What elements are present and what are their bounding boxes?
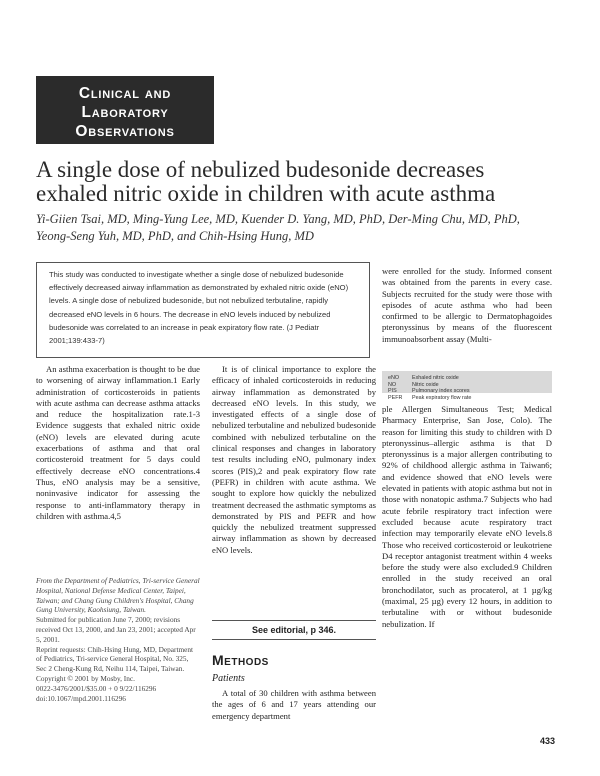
title-line: A single dose of nebulized budesonide decreases (36, 157, 485, 182)
section-label-line: Observations (75, 123, 175, 140)
abstract-box (36, 262, 370, 358)
doi-text: doi:10.1067/mpd.2001.116296 (36, 693, 126, 703)
col3-bottom-paragraph: ple Allergen Simultaneous Test; Medical Pharmacy Enterprise, San Jose, Colo). The reason for limiting this study to children with D pteronyssinus–allergic asthma is that D pteronyssinus is a major allergen contributing to 92% of childhood allergic asthma in Taiwan6; and evidence showed that eNO levels were elevated in patients with atopic asthma but not in those with nonatopic asthma.7 Subjects who had acute febrile respiratory tract infection were excluded because acute respiratory tract infection may temporarily elevate eNO levels.8 Those who received corticosteroid or leukotriene D4 receptor antagonist treatment within 4 weeks before the study were also excluded.9 Children enrolled in the study received an oral bronchodilator, such as procaterol, at 1 µg/kg (maximal, 25 µg) every 12 hours, in addition to terbutaline with or without budesonide nebulization. If (382, 404, 552, 629)
patients-heading: Patients (212, 673, 245, 684)
abbreviation-value: Exhaled nitric oxide (412, 375, 459, 381)
affiliation-text: From the Department of Pediatrics, Tri-service General Hospital, National Defense Medical Center, Taipei, Taiwan; and Chang Gung Children's Hospital, Chang Gung University, Kaohsiung, Taiwan. (36, 576, 200, 615)
methods-body (212, 688, 376, 722)
article-title (36, 158, 576, 206)
title-line: exhaled nitric oxide in children with acute asthma (36, 181, 496, 206)
section-label-box (36, 76, 214, 144)
reprint-text: Reprint requests: Chih-Hsing Hung, MD, Department of Pediatrics, Tri-service General Hospital, No. 325, Sec 2 Cheng-Kung Rd, Neihu 114, Taipei, Taiwan. (36, 644, 194, 674)
methods-paragraph: A total of 30 children with asthma between the ages of 6 and 17 years attending our emergency department (212, 688, 376, 721)
abbreviation-key: NO (388, 381, 397, 388)
section-label-line: Laboratory (81, 104, 169, 121)
submitted-text: Submitted for publication June 7, 2000; revisions received Oct 13, 2000, and Jan 23, 2001; accepted Apr 5, 2001. (36, 615, 196, 644)
objective-paragraph: It is of clinical importance to explore the efficacy of inhaled corticosteroids in reducing airway inflammation as demonstrated by decreased eNO levels. In this study, we investigated effects of a single dose of nebulized terbutaline and nebulized budesonide combined with nebulized terbutaline on the clinical responses and changes in laboratory test results including eNO, pulmonary index scores (PIS),2 and peak expiratory flow rate (PEFR) in children with acute asthma. We sought to explore how quickly the nebulized treatment decreased the asthmatic symptoms as demonstrated by PIS and PEFR and how quickly the nebulized treatment suppressed airway inflammation as shown by decreased eNO levels. (212, 364, 376, 555)
col3-top-paragraph: were enrolled for the study. Informed consent was obtained from the parents in every case. Subjects recruited for the study were those with episodes of acute asthma who had been confirmed to be allergic to Dermatophagoides pteronyssinus by means of the fluorescent immunoabsorbent assay (Multi- (382, 266, 552, 344)
copyright-text: Copyright © 2001 by Mosby, Inc. (36, 673, 135, 683)
column-3-top (382, 266, 552, 345)
affiliation-block (36, 576, 200, 703)
editorial-note: See editorial, p 346. (212, 620, 376, 640)
issn-text: 0022-3476/2001/$35.00 + 0 9/22/116296 (36, 683, 157, 693)
section-label-line: Clinical and (78, 85, 172, 102)
abbreviation-value: Peak expiratory flow rate (412, 394, 472, 401)
abstract-text: This study was conducted to investigate whether a single dose of nebulized budesonide effectively decreased airway inflammation as demonstrated by exhaled nitric oxide (eNO) levels. A single dose of nebulized budesonide, but not nebulized terbutaline, rapidly decreased eNO levels in 6 hours. The decrease in eNO levels induced by nebulized budesonide was correlated to an increase in peak expiratory flow rate. (J Pediatr 2001;139:433-7) (49, 270, 349, 346)
column-2 (212, 364, 376, 556)
abbreviation-key: PIS (388, 388, 397, 394)
column-1 (36, 364, 200, 522)
authors-line: Yi-Giien Tsai, MD, Ming-Yung Lee, MD, Kuender D. Yang, MD, PhD, Der-Ming Chu, MD, PhD, (36, 212, 520, 226)
authors (36, 211, 576, 245)
intro-paragraph: An asthma exacerbation is thought to be due to worsening of airway inflammation.1 Early administration of corticosteroids in patients with acute asthma can decrease asthma attacks and reduce the hospitalization rate.1-3 Evidence suggests that exhaled nitric oxide (eNO) levels are elevated during acute exacerbations of asthma and that oral corticosteroid treatment for 5 days could effectively decrease eNO concentrations.4 Thus, eNO analysis may be a sensitive, noninvasive indicator for assessing the response to anti-inflammatory therapy in children with asthma.4,5 (36, 364, 200, 521)
abbreviations-box (382, 371, 552, 401)
methods-heading: Methods (212, 652, 269, 668)
abbreviation-key: eNO (388, 375, 400, 381)
abbreviation-key: PEFR (388, 394, 403, 401)
abbreviation-row (388, 395, 546, 402)
abbreviation-value: Nitric oxide (412, 381, 439, 388)
abbreviation-value: Pulmonary index scores (412, 388, 470, 394)
column-3-bottom (382, 404, 552, 630)
authors-line: Yeong-Seng Yuh, MD, PhD, and Chih-Hsing Hung, MD (36, 229, 314, 243)
page-number: 433 (540, 736, 556, 746)
